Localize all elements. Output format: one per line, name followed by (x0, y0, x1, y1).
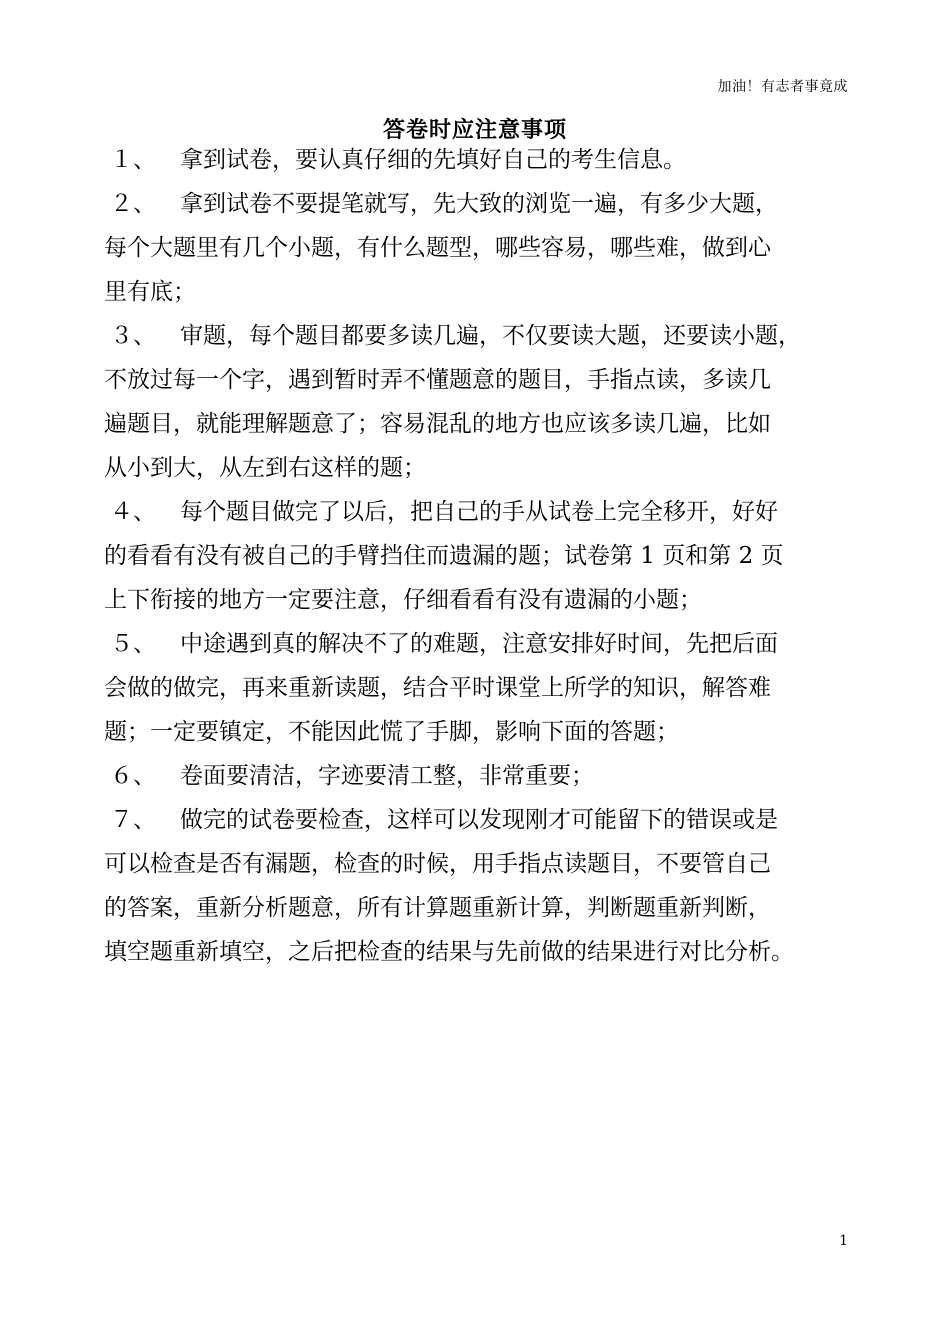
item-line: 每个大题里有几个小题，有什么题型，哪些容易，哪些难，做到心 (104, 235, 771, 261)
item-line (104, 138, 864, 182)
page-header: 加油！有志者事竟成 (717, 79, 848, 95)
list-item-2 (104, 182, 864, 314)
list-item-7 (104, 798, 864, 974)
item-line: 填空题重新填空，之后把检查的结果与先前做的结果进行对比分析。 (104, 939, 794, 965)
list-item-5 (104, 622, 864, 754)
list-item-4 (104, 490, 864, 622)
item-text: 卷面要清洁，字迹要清工整，非常重要； (180, 763, 594, 789)
item-text: 中途遇到真的解决不了的难题，注意安排好时间，先把后面 (180, 631, 778, 657)
item-line: 上下衔接的地方一定要注意，仔细看看有没有遗漏的小题； (104, 587, 702, 613)
item-line: 里有底； (104, 279, 196, 305)
list-item-1 (104, 138, 864, 182)
list-item-3 (104, 314, 864, 490)
item-line: 可以检查是否有漏题，检查的时候，用手指点读题目，不要管自己 (104, 851, 771, 877)
item-text: 拿到试卷，要认真仔细的先填好自己的考生信息。 (180, 147, 686, 173)
item-number: ５、 (110, 631, 156, 657)
item-number: ３、 (110, 323, 156, 349)
item-text: 审题，每个题目都要多读几遍，不仅要读大题，还要读小题， (180, 323, 801, 349)
item-line: 不放过每一个字，遇到暂时弄不懂题意的题目，手指点读，多读几 (104, 367, 771, 393)
item-line (104, 754, 864, 798)
item-text: 每个题目做完了以后，把自己的手从试卷上完全移开，好好 (180, 499, 778, 525)
item-text: 拿到试卷不要提笔就写，先大致的浏览一遍，有多少大题， (180, 191, 778, 217)
item-line (104, 314, 864, 358)
item-number: １、 (110, 147, 156, 173)
item-number: ４、 (110, 499, 156, 525)
item-line (104, 798, 864, 842)
item-line (104, 182, 864, 226)
list-item-6 (104, 754, 864, 798)
document-title: 答卷时应注意事项 (382, 117, 567, 143)
item-line: 遍题目，就能理解题意了；容易混乱的地方也应该多读几遍，比如 (104, 411, 771, 437)
item-number: ６、 (110, 763, 156, 789)
item-line: 从小到大，从左到右这样的题； (104, 455, 426, 481)
item-line: 题；一定要镇定，不能因此慌了手脚，影响下面的答题； (104, 719, 679, 745)
item-line: 的答案，重新分析题意，所有计算题重新计算，判断题重新判断， (104, 895, 771, 921)
document-body (104, 138, 864, 974)
item-line (104, 622, 864, 666)
item-number: ７、 (110, 807, 156, 833)
item-line (104, 490, 864, 534)
item-number: ２、 (110, 191, 156, 217)
item-text: 做完的试卷要检查，这样可以发现刚才可能留下的错误或是 (180, 807, 778, 833)
item-line: 的看看有没有被自己的手臂挡住而遗漏的题；试卷第 1 页和第 2 页 (104, 543, 784, 569)
page-number: 1 (839, 1233, 848, 1249)
item-line: 会做的做完，再来重新读题，结合平时课堂上所学的知识，解答难 (104, 675, 771, 701)
